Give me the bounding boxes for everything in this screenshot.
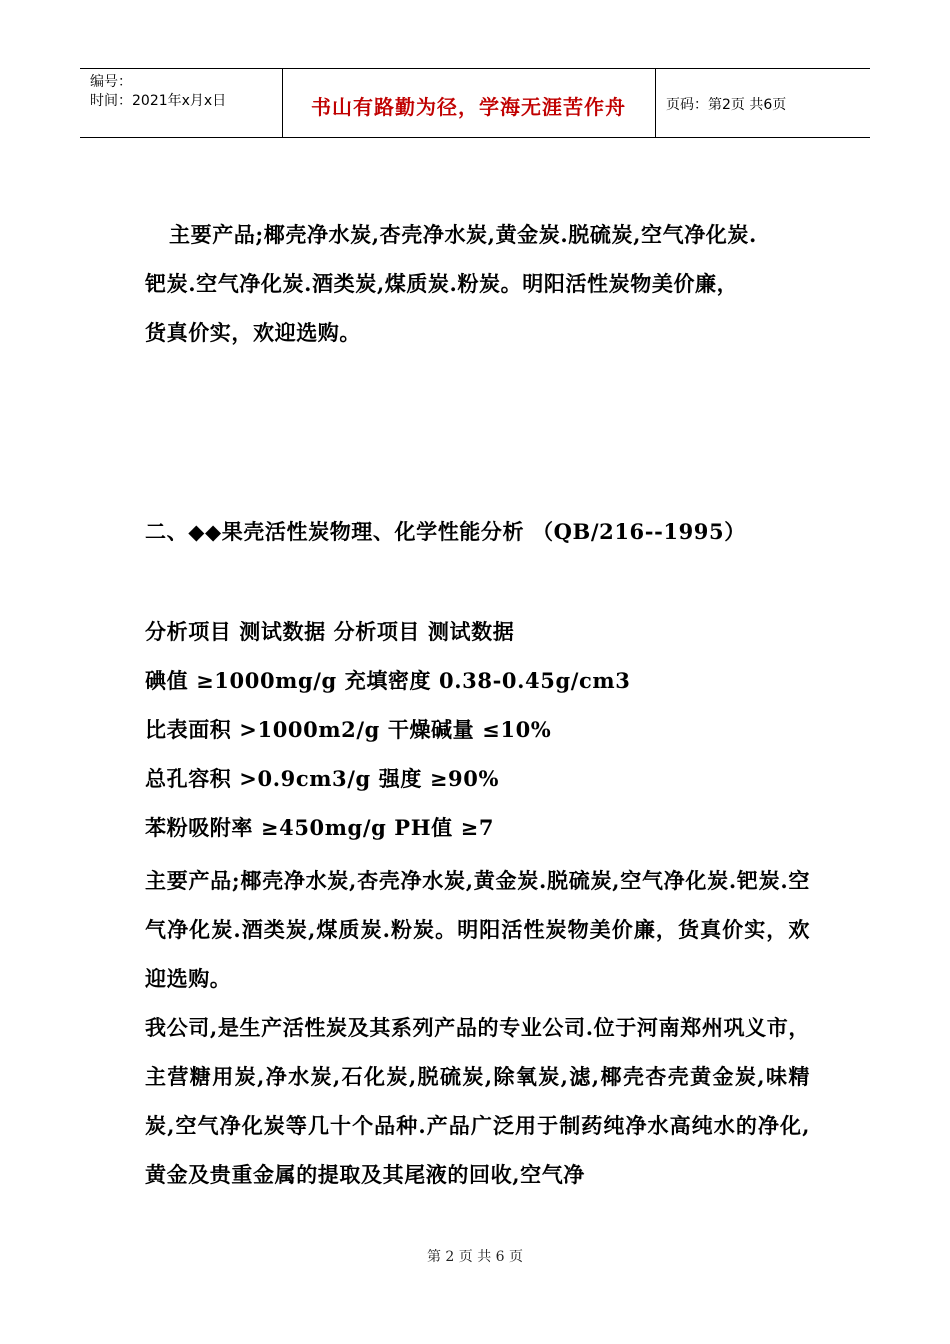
analysis-table-row: 比表面积 >1000m2/g 干燥碱量 ≤10%: [145, 717, 552, 742]
section-heading-text: 二、◆◆果壳活性炭物理、化学性能分析 （QB/216--1995）: [145, 519, 746, 544]
analysis-table-header: 分析项目 测试数据 分析项目 测试数据: [145, 619, 515, 644]
intro-line: 钯炭.空气净化炭.酒类炭,煤质炭.粉炭。明阳活性炭物美价廉，: [145, 271, 739, 296]
analysis-table-row: 苯粉吸附率 ≥450mg/g PH值 ≥7: [145, 815, 495, 840]
intro-line: 主要产品;椰壳净水炭,杏壳净水炭,黄金炭.脱硫炭,空气净化炭.: [169, 222, 757, 247]
header-motto: 书山有路勤为径，学海无涯苦作舟: [311, 95, 626, 119]
body-paragraphs: [145, 856, 810, 1199]
document-number-label: 编号：: [90, 74, 132, 90]
company-paragraph: 我公司,是生产活性炭及其系列产品的专业公司.位于河南郑州巩义市，主营糖用炭,净水炭,石化炭,脱硫炭,除氧炭,滤,椰壳杏壳黄金炭,味精炭,空气净化炭等几十个品种.产品广泛用于制药纯净水高纯水的净化,黄金及贵重金属的提取及其尾液的回收,空气净: [145, 1015, 810, 1187]
analysis-table: [145, 607, 810, 852]
page-footer: 第 2 页 共 6 页: [426, 1249, 524, 1265]
page-header: [80, 68, 870, 138]
intro-paragraph: [145, 210, 810, 357]
intro-line: 货真价实，欢迎选购。: [145, 320, 361, 345]
analysis-table-row: 碘值 ≥1000mg/g 充填密度 0.38-0.45g/cm3: [145, 668, 631, 693]
header-meta-cell: [80, 69, 283, 137]
header-page-info: 页码：第2页 共6页: [666, 97, 787, 113]
analysis-table-row: 总孔容积 >0.9cm3/g 强度 ≥90%: [145, 766, 500, 791]
document-time-label: 时间：2021年x月x日: [90, 93, 227, 109]
section-heading: [145, 507, 810, 556]
header-page-cell: [656, 69, 870, 137]
header-motto-cell: [282, 69, 656, 137]
products-paragraph: 主要产品;椰壳净水炭,杏壳净水炭,黄金炭.脱硫炭,空气净化炭.钯炭.空气净化炭.酒类炭,煤质炭.粉炭。明阳活性炭物美价廉，货真价实，欢迎选购。: [145, 868, 810, 991]
